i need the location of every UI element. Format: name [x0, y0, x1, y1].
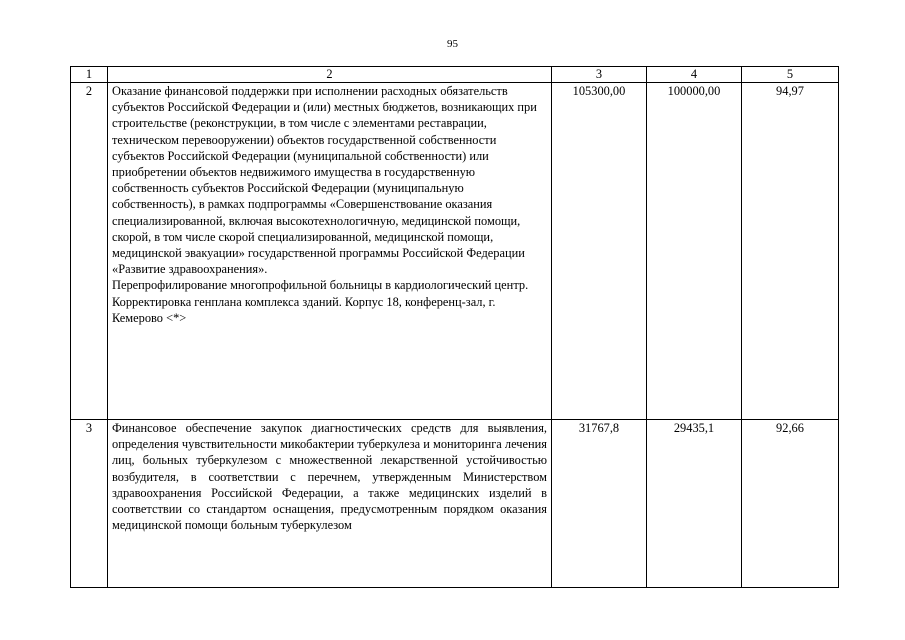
row-value-col3: 105300,00 — [552, 83, 647, 420]
row-value-col5: 94,97 — [742, 83, 839, 420]
column-header-3: 3 — [552, 67, 647, 83]
page-number: 95 — [447, 38, 458, 50]
column-header-1: 1 — [71, 67, 108, 83]
table-header-row — [71, 67, 839, 83]
row-number: 3 — [71, 420, 108, 588]
row-description — [108, 420, 552, 588]
description-paragraph: Перепрофилирование многопрофильной больницы в кардиологический центр. Корректировка генплана комплекса зданий. Корпус 18, конференц-зал, г. Кемерово <*> — [112, 278, 529, 325]
table-row — [71, 420, 839, 588]
table-row — [71, 83, 839, 420]
row-value-col4: 29435,1 — [647, 420, 742, 588]
row-value-col3: 31767,8 — [552, 420, 647, 588]
description-paragraph: Оказание финансовой поддержки при исполнении расходных обязательств субъектов Российской Федерации и (или) местных бюджетов, возникающих при строительстве (реконструкции, в том числе с элементами реставрации, техническом перевооружении) объектов государственной собственности субъектов Российской Федерации (муниципальной собственности) или приобретении объектов недвижимого имущества в государственную собственность субъектов Российской Федерации (муниципальную собственность), в рамках подпрограммы «Совершенствование оказания специализированной, включая высокотехнологичную, медицинской помощи, скорой, в том числе скорой специализированной, медицинской помощи, медицинской эвакуации» государственной программы Российской Федерации «Развитие здравоохранения». — [112, 84, 537, 277]
description-paragraph: Финансовое обеспечение закупок диагностических средств для выявления, определения чувствительности микобактерии туберкулеза и мониторинга лечения лиц, больных туберкулезом с множественной лекарственной устойчивостью возбудителя, в соответствии с перечнем, утвержденным Министерством здравоохранения Российской Федерации, а также медицинских изделий в соответствии со стандартом оснащения, предусмотренным порядком оказания медицинской помощи больным туберкулезом — [112, 421, 547, 533]
row-description — [108, 83, 552, 420]
expenditure-table — [70, 66, 839, 588]
row-value-col4: 100000,00 — [647, 83, 742, 420]
row-number: 2 — [71, 83, 108, 420]
column-header-5: 5 — [742, 67, 839, 83]
column-header-4: 4 — [647, 67, 742, 83]
row-value-col5: 92,66 — [742, 420, 839, 588]
column-header-2: 2 — [108, 67, 552, 83]
